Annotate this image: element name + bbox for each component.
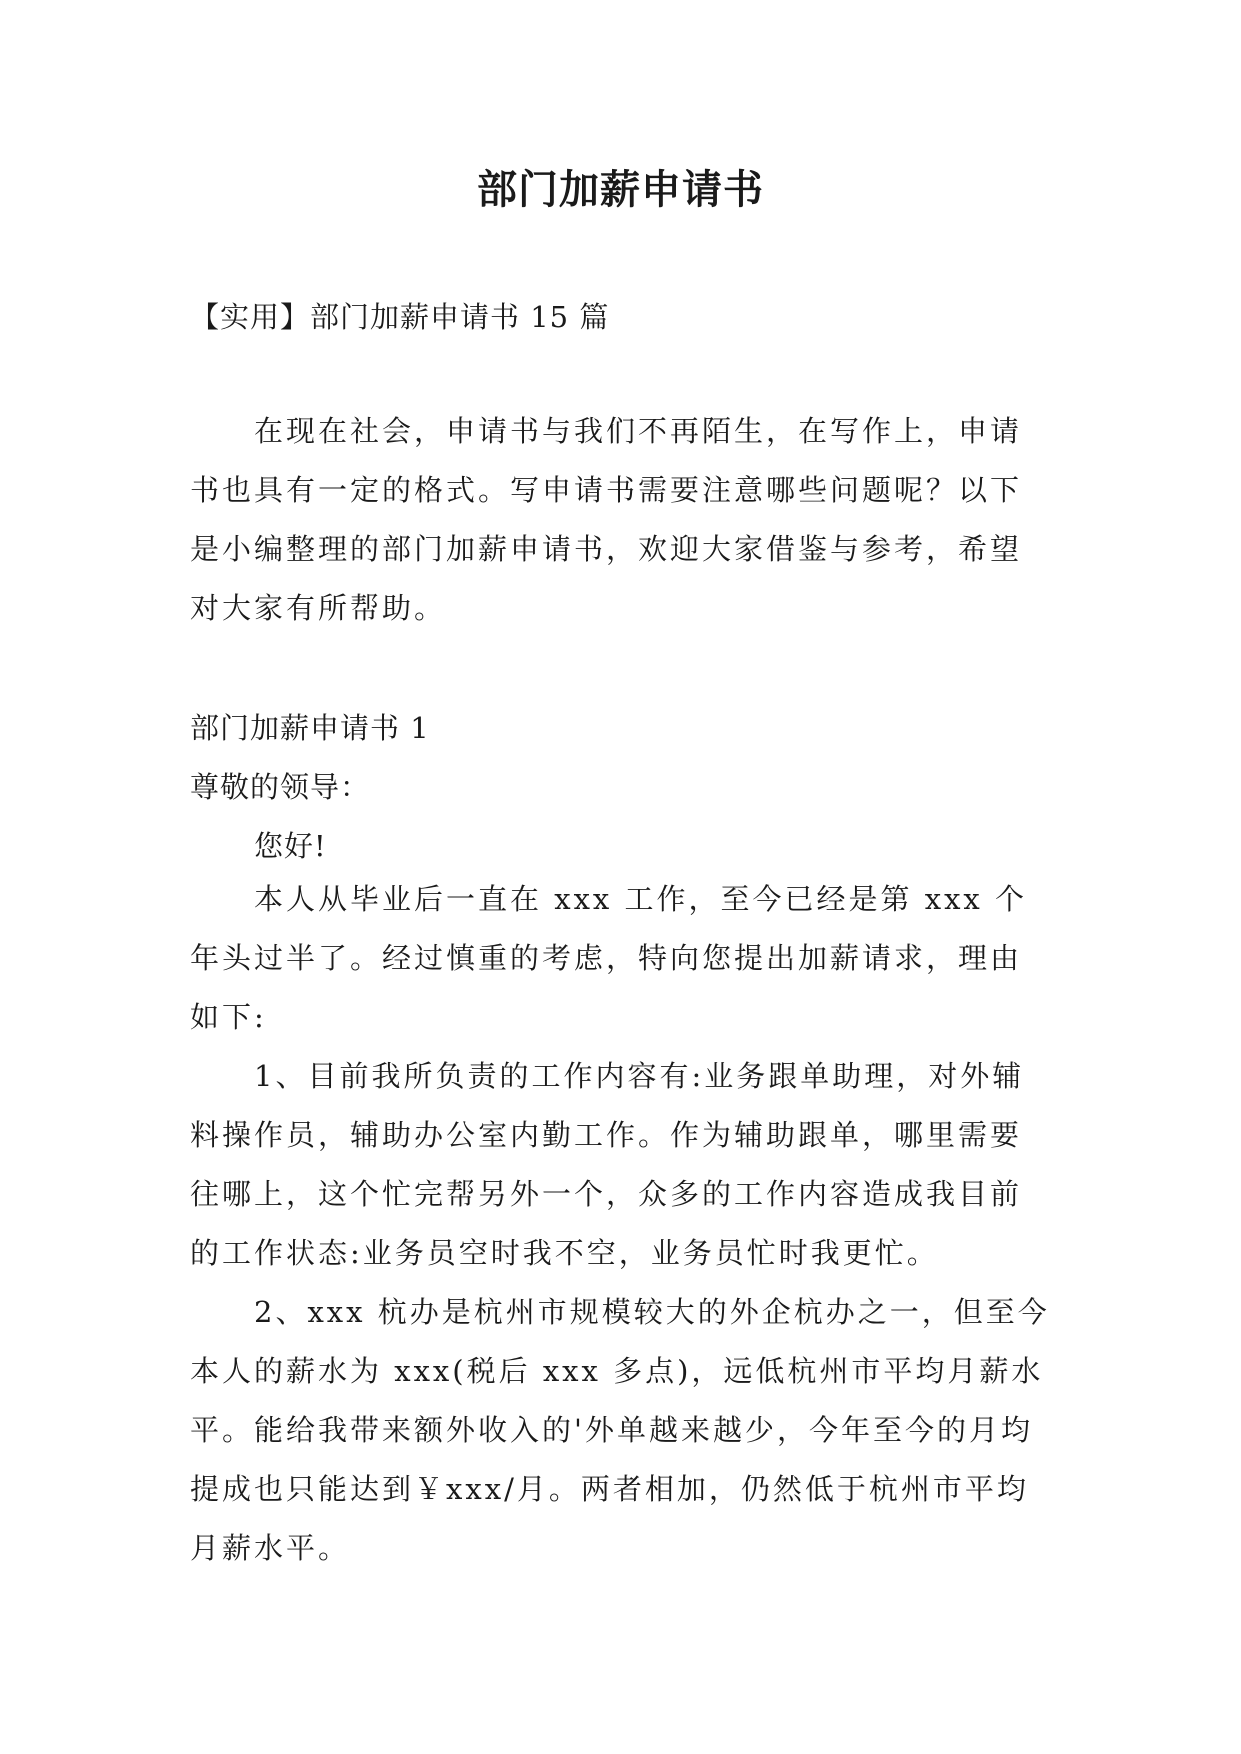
document-subtitle: 【实用】部门加薪申请书 15 篇 (190, 300, 610, 334)
greeting: 您好! (254, 829, 327, 863)
document-title: 部门加薪申请书 (477, 166, 764, 213)
section-heading: 部门加薪申请书 1 (190, 711, 430, 745)
intro-paragraph: 在现在社会，申请书与我们不再陌生，在写作上，申请书也具有一定的格式。写申请书需要注意哪些问题呢？以下是小编整理的部门加薪申请书，欢迎大家借鉴与参考，希望对大家有所帮助。 (190, 414, 1023, 625)
body-paragraph-2: 1、目前我所负责的工作内容有:业务跟单助理，对外辅料操作员，辅助办公室内勤工作。作为辅助跟单，哪里需要往哪上，这个忙完帮另外一个，众多的工作内容造成我目前的工作状态:业务员空时我不空，业务员忙时我更忙。 (190, 1059, 1025, 1270)
salutation: 尊敬的领导： (190, 770, 371, 804)
body-paragraph-3: 2、xxx 杭办是杭州市规模较大的外企杭办之一，但至今本人的薪水为 xxx(税后 xxx 多点)，远低杭州市平均月薪水平。能给我带来额外收入的'外单越来越少，今年至今的月均提成也只能达到￥xxx/月。两者相加，仍然低于杭州市平均月薪水平。 (190, 1295, 1050, 1565)
body-paragraph-1: 本人从毕业后一直在 xxx 工作，至今已经是第 xxx 个年头过半了。经过慎重的考虑，特向您提出加薪请求，理由如下: (190, 882, 1028, 1034)
